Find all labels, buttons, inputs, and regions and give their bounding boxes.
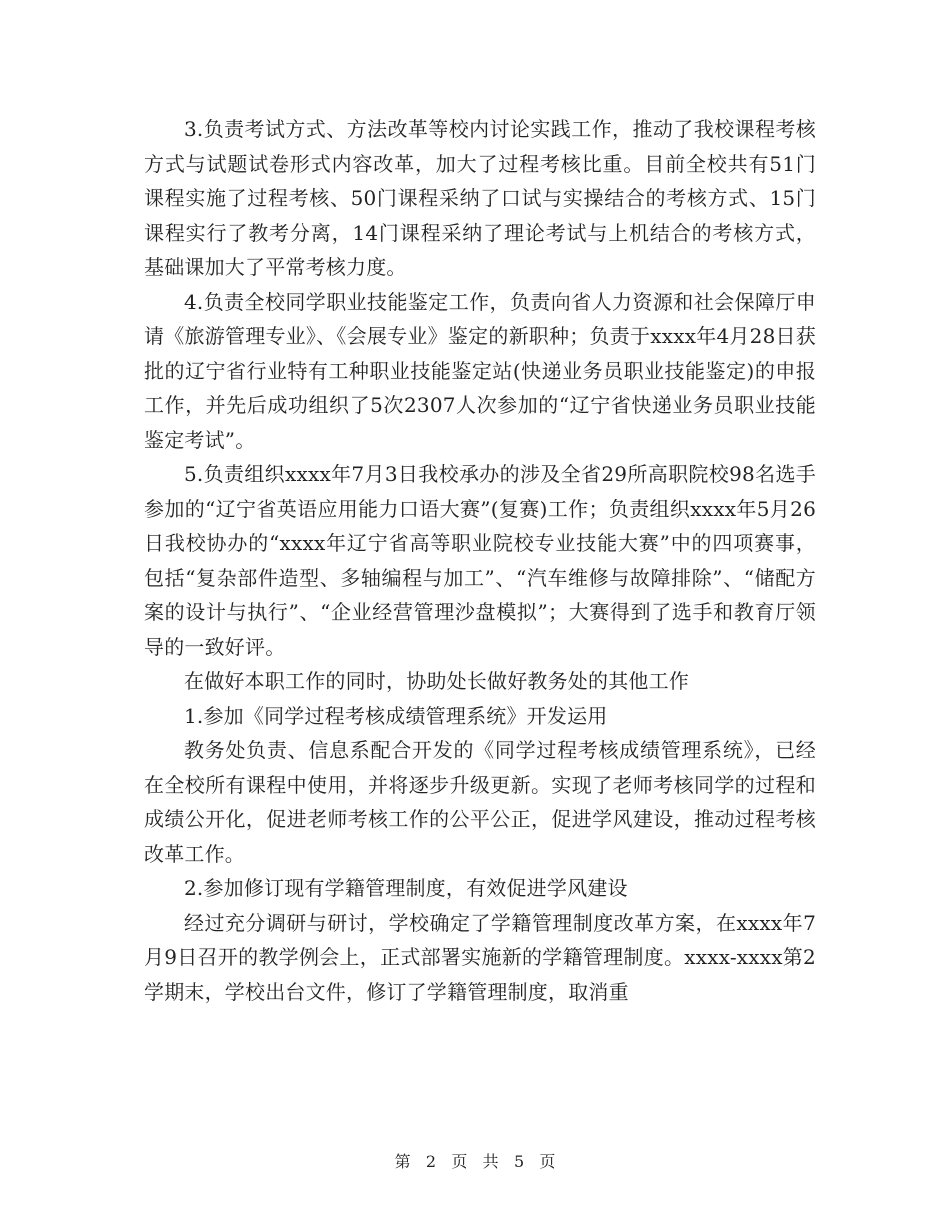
footer-total-prefix: 共: [482, 1152, 499, 1171]
footer-current-page: 2: [425, 1152, 437, 1171]
footer-total-pages: 5: [513, 1152, 525, 1171]
page-footer: [0, 1152, 950, 1172]
paragraph-item-5: 5.负责组织xxxx年7月3日我校承办的涉及全省29所高职院校98名选手参加的“辽宁省英语应用能力口语大赛”(复赛)工作；负责组织xxxx年5月26日我校协办的“xxxx年辽宁省高等职业院校专业技能大赛”中的四项赛事，包括“复杂部件造型、多轴编程与加工”、“汽车维修与故障排除”、“储配方案的设计与执行”、“企业经营管理沙盘模拟”；大赛得到了选手和教育厅领导的一致好评。: [144, 462, 816, 659]
paragraph-subheading-2: 2.参加修订现有学籍管理制度，有效促进学风建设: [184, 876, 628, 900]
paragraph-item-3: 3.负责考试方式、方法改革等校内讨论实践工作，推动了我校课程考核方式与试题试卷形式内容改革，加大了过程考核比重。目前全校共有51门课程实施了过程考核、50门课程采纳了口试与实操结合的考核方式、15门课程实行了教考分离，14门课程采纳了理论考试与上机结合的考核方式，基础课加大了平常考核力度。: [144, 117, 816, 279]
paragraph-registration-reform: 经过充分调研与研讨，学校确定了学籍管理制度改革方案，在xxxx年7月9日召开的教学例会上，正式部署实施新的学籍管理制度。xxxx-xxxx第2学期末，学校出台文件，修订了学籍管理制度，取消重: [144, 910, 816, 1004]
footer-suffix: 页: [539, 1152, 556, 1171]
paragraph-subheading-1: 1.参加《同学过程考核成绩管理系统》开发运用: [184, 703, 608, 728]
document-body: [144, 112, 816, 1009]
paragraph-system-description: 教务处负责、信息系配合开发的《同学过程考核成绩管理系统》，已经在全校所有课程中使用，并将逐步升级更新。实现了老师考核同学的过程和成绩公开化，促进老师考核工作的公平公正，促进学风建设，推动过程考核改革工作。: [144, 738, 816, 866]
footer-page-word: 页: [451, 1152, 468, 1171]
paragraph-item-4: 4.负责全校同学职业技能鉴定工作，负责向省人力资源和社会保障厅申请《旅游管理专业》、《会展专业》鉴定的新职种；负责于xxxx年4月28日获批的辽宁省行业特有工种职业技能鉴定站(快递业务员职业技能鉴定)的申报工作，并先后成功组织了5次2307人次参加的“辽宁省快递业务员职业技能鉴定考试”。: [144, 289, 816, 452]
paragraph-section-intro: 在做好本职工作的同时，协助处长做好教务处的其他工作: [184, 669, 689, 693]
footer-prefix: 第: [394, 1152, 411, 1171]
